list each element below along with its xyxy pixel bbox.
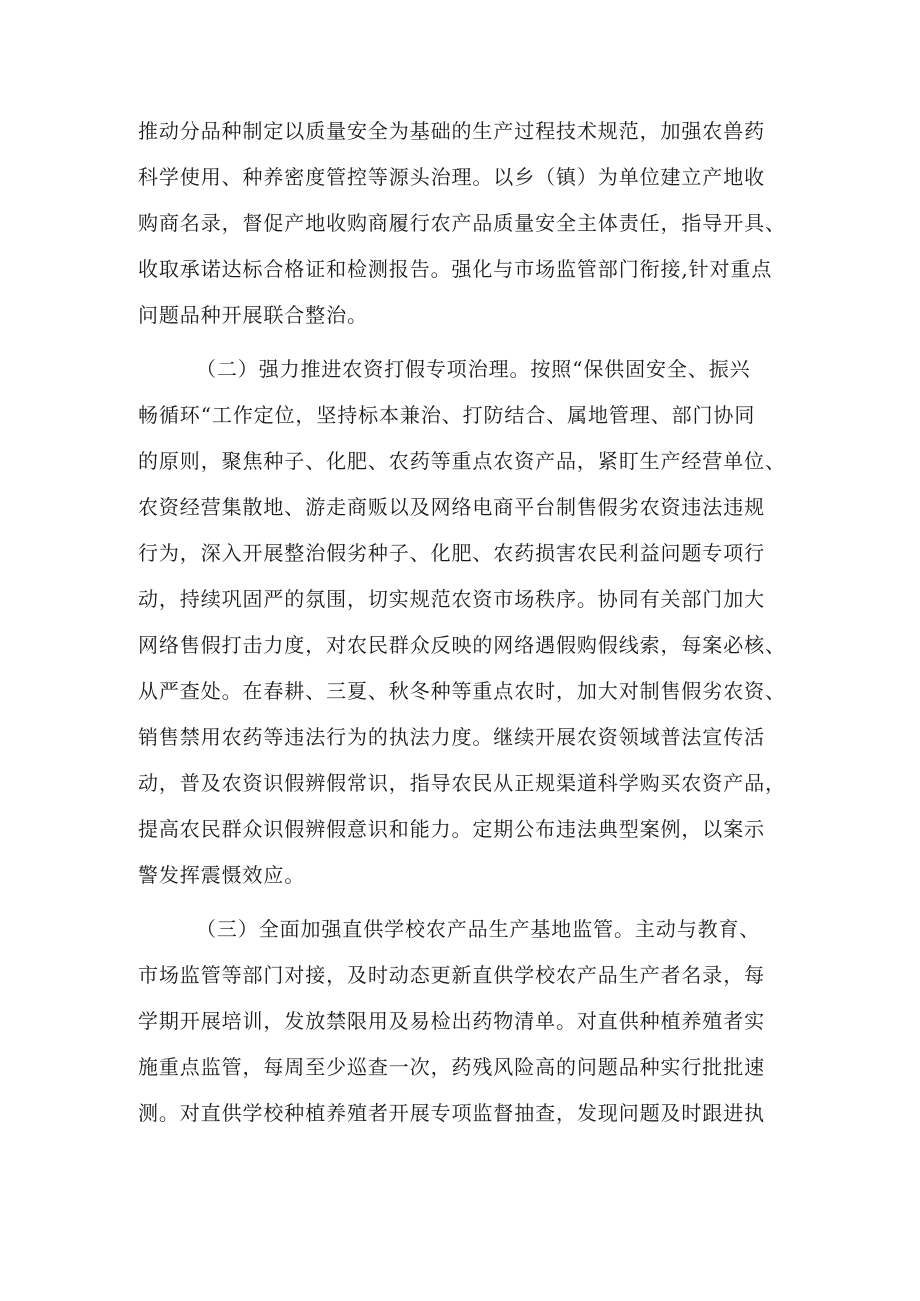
text-line: 动，持续巩固严的氛围，切实规范农资市场秩序。协同有关部门加大 [138, 587, 765, 611]
text-line: 市场监管等部门对接，及时动态更新直供学校农产品生产者名录，每 [138, 963, 765, 987]
text-line: （二）强力推进农资打假专项治理。按照“保供固安全、振兴 [196, 357, 751, 381]
text-line: 学期开展培训，发放禁限用及易检出药物清单。对直供种植养殖者实 [138, 1009, 765, 1033]
text-line: 从严查处。在春耕、三夏、秋冬种等重点农时，加大对制售假劣农资、 [138, 679, 786, 703]
text-line: 购商名录，督促产地收购商履行农产品质量安全主体责任，指导开具、 [138, 211, 786, 235]
text-line: 推动分品种制定以质量安全为基础的生产过程技术规范，加强农兽药 [138, 119, 765, 143]
text-line: 农资经营集散地、游走商贩以及网络电商平台制售假劣农资违法违规 [138, 495, 765, 519]
text-line: 畅循环“工作定位，坚持标本兼治、打防结合、属地管理、部门协同 [138, 403, 756, 427]
document-body [138, 108, 798, 1136]
text-line: 行为，深入开展整治假劣种子、化肥、农药损害农民利益问题专项行 [138, 541, 765, 565]
text-line: 动，普及农资识假辨假常识，指导农民从正规渠道科学购买农资产品， [138, 771, 786, 795]
text-line: 收取承诺达标合格证和检测报告。强化与市场监管部门衔接,针对重点 [138, 257, 773, 281]
text-line: 网络售假打击力度，对农民群众反映的网络遇假购假线索，每案必核、 [138, 633, 786, 657]
text-line: 提高农民群众识假辨假意识和能力。定期公布违法典型案例，以案示 [138, 817, 765, 841]
paragraph-1 [138, 108, 798, 338]
text-line: 警发挥震慑效应。 [138, 863, 306, 887]
paragraph-2 [138, 346, 798, 898]
text-line: 施重点监管，每周至少巡查一次，药残风险高的问题品种实行批批速 [138, 1055, 765, 1079]
text-line: 测。对直供学校种植养殖者开展专项监督抽查，发现问题及时跟进执 [138, 1101, 765, 1125]
text-line: 问题品种开展联合整治。 [138, 303, 368, 327]
text-line: 的原则，聚焦种子、化肥、农药等重点农资产品，紧盯生产经营单位、 [138, 449, 786, 473]
text-line: 科学使用、种养密度管控等源头治理。以乡（镇）为单位建立产地收 [138, 165, 765, 189]
paragraph-3 [138, 906, 798, 1136]
text-line: （三）全面加强直供学校农产品生产基地监管。主动与教育、 [196, 917, 761, 941]
text-line: 销售禁用农药等违法行为的执法力度。继续开展农资领域普法宣传活 [138, 725, 765, 749]
